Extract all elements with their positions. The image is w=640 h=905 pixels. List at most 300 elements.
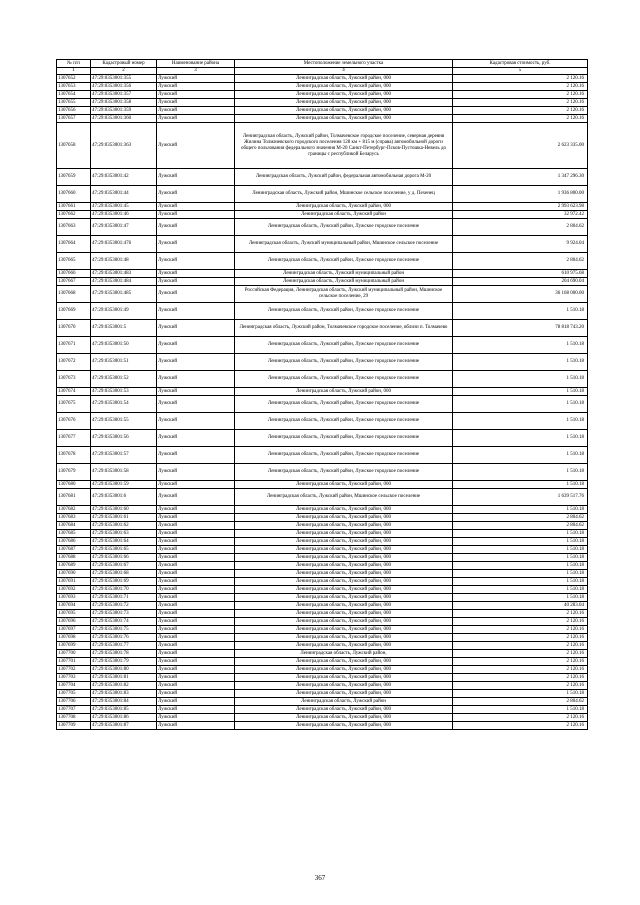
location-cell: Ленинградская область, Лужский район, 000 <box>235 618 453 626</box>
district-cell: Лужский <box>157 594 235 602</box>
location-cell: Ленинградская область, Лужский район, 000 <box>235 514 453 522</box>
cadastral-value-cell: 1 510.18 <box>453 586 588 594</box>
cadastral-number-cell: 47:29:0353001:62 <box>91 522 157 530</box>
table-row <box>57 203 588 211</box>
row-number-cell: 1307678 <box>57 447 91 464</box>
district-cell: Лужский <box>157 562 235 570</box>
cadastral-value-cell: 2 120.16 <box>453 674 588 682</box>
location-cell: Ленинградская область, Лужский район, 000 <box>235 714 453 722</box>
cadastral-number-cell: 47:29:0353001:84 <box>91 698 157 706</box>
district-cell: Лужский <box>157 270 235 278</box>
row-number-cell: 1307694 <box>57 602 91 610</box>
table-row <box>57 186 588 203</box>
location-cell: Ленинградская область, Лужский район, 000 <box>235 115 453 123</box>
cadastral-number-cell: 47:29:0353001:355 <box>91 75 157 83</box>
location-cell: Ленинградская область, Лужский район, федеральная автомобильная дорога М-20 <box>235 169 453 186</box>
cadastral-number-cell: 47:29:0353001:54 <box>91 396 157 413</box>
cadastral-number-cell: 47:29:0353001:71 <box>91 594 157 602</box>
cadastral-number-cell: 47:29:0353001:359 <box>91 107 157 115</box>
district-cell: Лужский <box>157 586 235 594</box>
location-cell: Ленинградская область, Лужский район, Лужское городское поселение <box>235 337 453 354</box>
location-cell: Ленинградская область, Лужский район, 000 <box>235 83 453 91</box>
cadastral-number-cell: 47:29:0353001:42 <box>91 169 157 186</box>
table-row <box>57 320 588 337</box>
row-number-cell: 1307703 <box>57 674 91 682</box>
row-number-cell: 1307663 <box>57 219 91 236</box>
table-row <box>57 514 588 522</box>
location-cell: Ленинградская область, Лужский район, 000 <box>235 99 453 107</box>
location-cell: Ленинградская область, Лужский район <box>235 211 453 219</box>
row-number-cell: 1307656 <box>57 107 91 115</box>
location-cell: Ленинградская область, Лужский район, <box>235 650 453 658</box>
district-cell: Лужский <box>157 388 235 396</box>
cadastral-number-cell: 47:29:0353001:85 <box>91 706 157 714</box>
cadastral-number-cell: 47:29:0353001:70 <box>91 586 157 594</box>
cadastral-number-cell: 47:29:0353001:476 <box>91 236 157 253</box>
district-cell: Лужский <box>157 99 235 107</box>
cadastral-value-cell: 1 510.18 <box>453 303 588 320</box>
row-number-cell: 1307666 <box>57 270 91 278</box>
cadastral-number-cell: 47:29:0353001:63 <box>91 530 157 538</box>
table-row <box>57 586 588 594</box>
table-row <box>57 91 588 99</box>
row-number-cell: 1307667 <box>57 278 91 286</box>
table-row <box>57 714 588 722</box>
table-row <box>57 690 588 698</box>
header-district-name: Наименование района <box>157 60 235 68</box>
table-row <box>57 253 588 270</box>
table-row <box>57 562 588 570</box>
row-number-cell: 1307679 <box>57 464 91 481</box>
row-number-cell: 1307671 <box>57 337 91 354</box>
district-cell: Лужский <box>157 714 235 722</box>
district-cell: Лужский <box>157 447 235 464</box>
table-row <box>57 658 588 666</box>
cadastral-value-table <box>56 59 588 730</box>
location-cell: Ленинградская область, Лужский район, Лужское городское поселение <box>235 354 453 371</box>
cadastral-number-cell: 47:29:0353001:357 <box>91 91 157 99</box>
district-cell: Лужский <box>157 602 235 610</box>
cadastral-value-cell: 2 120.16 <box>453 91 588 99</box>
location-cell: Ленинградская область, Лужский район, Толмачевское городское поселение, вблизи п. Толмачево <box>235 320 453 337</box>
cadastral-value-cell: 1 510.18 <box>453 337 588 354</box>
cadastral-value-cell: 2 120.16 <box>453 107 588 115</box>
cadastral-value-cell: 1 510.18 <box>453 354 588 371</box>
cadastral-value-cell: 1 510.18 <box>453 464 588 481</box>
table-row <box>57 236 588 253</box>
row-number-cell: 1307708 <box>57 714 91 722</box>
location-cell: Ленинградская область, Лужский район, Лужское городское поселение <box>235 303 453 320</box>
cadastral-value-cell: 1 510.18 <box>453 706 588 714</box>
table-row <box>57 554 588 562</box>
cadastral-value-cell: 2 993 623.98 <box>453 203 588 211</box>
row-number-cell: 1307652 <box>57 75 91 83</box>
table-row <box>57 337 588 354</box>
cadastral-value-cell: 1 510.18 <box>453 554 588 562</box>
cadastral-value-cell: 1 639 517.76 <box>453 489 588 506</box>
table-header-row <box>57 60 588 68</box>
cadastral-number-cell: 47:29:0353001:46 <box>91 211 157 219</box>
district-cell: Лужский <box>157 123 235 169</box>
district-cell: Лужский <box>157 722 235 730</box>
table-row <box>57 626 588 634</box>
row-number-cell: 1307689 <box>57 562 91 570</box>
cadastral-number-cell: 47:29:0353001:55 <box>91 413 157 430</box>
location-cell: Ленинградская область, Лужский район, 000 <box>235 674 453 682</box>
location-cell: Ленинградская область, Лужский район, Лужское городское поселение <box>235 447 453 464</box>
cadastral-number-cell: 47:29:0353001:87 <box>91 722 157 730</box>
table-row <box>57 506 588 514</box>
table-row <box>57 219 588 236</box>
row-number-cell: 1307662 <box>57 211 91 219</box>
table-row <box>57 83 588 91</box>
cadastral-value-cell: 2 120.16 <box>453 658 588 666</box>
location-cell: Ленинградская область, Лужский муниципальный район <box>235 270 453 278</box>
location-cell: Ленинградская область, Лужский район, Лужское городское поселение <box>235 219 453 236</box>
district-cell: Лужский <box>157 396 235 413</box>
location-cell: Ленинградская область, Лужский район <box>235 698 453 706</box>
row-number-cell: 1307675 <box>57 396 91 413</box>
table-row <box>57 594 588 602</box>
cadastral-number-cell: 47:29:0353001:484 <box>91 278 157 286</box>
cadastral-number-cell: 47:29:0353001:68 <box>91 570 157 578</box>
district-cell: Лужский <box>157 337 235 354</box>
location-cell: Ленинградская область, Лужский район, Лужское городское поселение <box>235 396 453 413</box>
table-row <box>57 75 588 83</box>
table-row <box>57 278 588 286</box>
table-row <box>57 107 588 115</box>
cadastral-number-cell: 47:29:0353001:65 <box>91 546 157 554</box>
cadastral-number-cell: 47:29:0353001:79 <box>91 658 157 666</box>
table-row <box>57 530 588 538</box>
table-row <box>57 634 588 642</box>
cadastral-value-cell: 1 510.18 <box>453 371 588 388</box>
district-cell: Лужский <box>157 211 235 219</box>
district-cell: Лужский <box>157 554 235 562</box>
location-cell: Ленинградская область, Лужский район, 000 <box>235 538 453 546</box>
row-number-cell: 1307706 <box>57 698 91 706</box>
cadastral-value-cell: 1 510.18 <box>453 570 588 578</box>
cadastral-value-cell: 2 120.16 <box>453 115 588 123</box>
cadastral-number-cell: 47:29:0353001:83 <box>91 690 157 698</box>
location-cell: Ленинградская область, Лужский район, 000 <box>235 546 453 554</box>
location-cell: Ленинградская область, Лужский район, 000 <box>235 602 453 610</box>
location-cell: Ленинградская область, Лужский район, 000 <box>235 578 453 586</box>
row-number-cell: 1307698 <box>57 634 91 642</box>
table-row <box>57 666 588 674</box>
district-cell: Лужский <box>157 690 235 698</box>
district-cell: Лужский <box>157 413 235 430</box>
column-number: 2 <box>91 68 157 75</box>
district-cell: Лужский <box>157 610 235 618</box>
cadastral-value-cell: 1 510.18 <box>453 562 588 570</box>
district-cell: Лужский <box>157 286 235 303</box>
cadastral-number-cell: 47:29:0353001:76 <box>91 634 157 642</box>
cadastral-number-cell: 47:29:0353001:53 <box>91 388 157 396</box>
district-cell: Лужский <box>157 682 235 690</box>
cadastral-value-cell: 32 972.42 <box>453 211 588 219</box>
table-row <box>57 430 588 447</box>
table-row <box>57 354 588 371</box>
district-cell: Лужский <box>157 107 235 115</box>
cadastral-value-cell: 2 120.16 <box>453 666 588 674</box>
district-cell: Лужский <box>157 219 235 236</box>
table-row <box>57 578 588 586</box>
header-row-number: № п/п <box>57 60 91 68</box>
cadastral-number-cell: 47:29:0353001:74 <box>91 618 157 626</box>
row-number-cell: 1307682 <box>57 506 91 514</box>
cadastral-value-cell: 2 120.16 <box>453 714 588 722</box>
district-cell: Лужский <box>157 83 235 91</box>
cadastral-number-cell: 47:29:0353001:47 <box>91 219 157 236</box>
cadastral-number-cell: 47:29:0353001:86 <box>91 714 157 722</box>
table-row <box>57 722 588 730</box>
cadastral-value-cell: 2 804.62 <box>453 698 588 706</box>
cadastral-number-cell: 47:29:0353001:6 <box>91 489 157 506</box>
row-number-cell: 1307695 <box>57 610 91 618</box>
location-cell: Ленинградская область, Лужский район, Мшинское сельское поселение <box>235 489 453 506</box>
row-number-cell: 1307657 <box>57 115 91 123</box>
cadastral-number-cell: 47:29:0353001:66 <box>91 554 157 562</box>
district-cell: Лужский <box>157 578 235 586</box>
location-cell: Российская Федерация, Ленинградская область, Лужский муниципальный район, Мшинское сельское поселение, 29 <box>235 286 453 303</box>
location-cell: Ленинградская область, Лужский район, 000 <box>235 530 453 538</box>
table-row <box>57 303 588 320</box>
table-row <box>57 650 588 658</box>
cadastral-value-cell: 2 120.16 <box>453 83 588 91</box>
row-number-cell: 1307664 <box>57 236 91 253</box>
row-number-cell: 1307693 <box>57 594 91 602</box>
table-row <box>57 602 588 610</box>
row-number-cell: 1307683 <box>57 514 91 522</box>
row-number-cell: 1307697 <box>57 626 91 634</box>
table-row <box>57 447 588 464</box>
cadastral-value-cell: 1 510.18 <box>453 413 588 430</box>
location-cell: Ленинградская область, Лужский район, Толмачевское городское поселение, северная деревня Жилина Толмачевского городского поселения 128 км + 815 м (справа) автомобильной дороги общего пользования федерального значения М-20 Санкт-Петербург-Псков-Пустошка-Невель до границы с республикой Беларусь <box>235 123 453 169</box>
cadastral-number-cell: 47:29:0353001:363 <box>91 123 157 169</box>
row-number-cell: 1307704 <box>57 682 91 690</box>
district-cell: Лужский <box>157 618 235 626</box>
table-row <box>57 481 588 489</box>
location-cell: Ленинградская область, Лужский район, 000 <box>235 388 453 396</box>
row-number-cell: 1307680 <box>57 481 91 489</box>
location-cell: Ленинградская область, Лужский район, 000 <box>235 506 453 514</box>
district-cell: Лужский <box>157 538 235 546</box>
district-cell: Лужский <box>157 320 235 337</box>
location-cell: Ленинградская область, Лужский район, 000 <box>235 722 453 730</box>
location-cell: Ленинградская область, Лужский район, 000 <box>235 666 453 674</box>
district-cell: Лужский <box>157 371 235 388</box>
cadastral-value-cell: 2 804.62 <box>453 219 588 236</box>
location-cell: Ленинградская область, Лужский район, 000 <box>235 570 453 578</box>
row-number-cell: 1307702 <box>57 666 91 674</box>
district-cell: Лужский <box>157 666 235 674</box>
row-number-cell: 1307661 <box>57 203 91 211</box>
district-cell: Лужский <box>157 650 235 658</box>
location-cell: Ленинградская область, Лужский район, 000 <box>235 522 453 530</box>
cadastral-value-cell: 1 347 296.30 <box>453 169 588 186</box>
cadastral-number-cell: 47:29:0353001:80 <box>91 666 157 674</box>
table-row <box>57 99 588 107</box>
table-row <box>57 388 588 396</box>
table-row <box>57 538 588 546</box>
row-number-cell: 1307709 <box>57 722 91 730</box>
table-row <box>57 706 588 714</box>
district-cell: Лужский <box>157 706 235 714</box>
cadastral-number-cell: 47:29:0353001:57 <box>91 447 157 464</box>
district-cell: Лужский <box>157 634 235 642</box>
row-number-cell: 1307707 <box>57 706 91 714</box>
row-number-cell: 1307655 <box>57 99 91 107</box>
cadastral-number-cell: 47:29:0353001:59 <box>91 481 157 489</box>
cadastral-value-cell: 1 510.18 <box>453 430 588 447</box>
location-cell: Ленинградская область, Лужский район, 000 <box>235 594 453 602</box>
cadastral-number-cell: 47:29:0353001:58 <box>91 464 157 481</box>
row-number-cell: 1307668 <box>57 286 91 303</box>
cadastral-value-cell: 2 120.16 <box>453 99 588 107</box>
location-cell: Ленинградская область, Лужский район, 000 <box>235 586 453 594</box>
table-row <box>57 698 588 706</box>
cadastral-value-cell: 36 168 000.00 <box>453 286 588 303</box>
cadastral-number-cell: 47:29:0353001:82 <box>91 682 157 690</box>
cadastral-number-cell: 47:29:0353001:44 <box>91 186 157 203</box>
row-number-cell: 1307681 <box>57 489 91 506</box>
location-cell: Ленинградская область, Лужский район, Мшинское сельское поселение, у д. Пехенец <box>235 186 453 203</box>
cadastral-number-cell: 47:29:0353001:49 <box>91 303 157 320</box>
location-cell: Ленинградская область, Лужский район, 000 <box>235 642 453 650</box>
cadastral-number-cell: 47:29:0353001:64 <box>91 538 157 546</box>
cadastral-number-cell: 47:29:0353001:69 <box>91 578 157 586</box>
row-number-cell: 1307691 <box>57 578 91 586</box>
table-row <box>57 489 588 506</box>
district-cell: Лужский <box>157 522 235 530</box>
row-number-cell: 1307690 <box>57 570 91 578</box>
cadastral-value-cell: 78 818 743.20 <box>453 320 588 337</box>
row-number-cell: 1307686 <box>57 538 91 546</box>
row-number-cell: 1307701 <box>57 658 91 666</box>
cadastral-number-cell: 47:29:0353001:48 <box>91 253 157 270</box>
cadastral-value-cell: 2 120.16 <box>453 75 588 83</box>
table-row <box>57 610 588 618</box>
district-cell: Лужский <box>157 674 235 682</box>
district-cell: Лужский <box>157 91 235 99</box>
row-number-cell: 1307700 <box>57 650 91 658</box>
table-row <box>57 570 588 578</box>
district-cell: Лужский <box>157 169 235 186</box>
column-number: 1 <box>57 68 91 75</box>
location-cell: Ленинградская область, Лужский муниципальный район <box>235 278 453 286</box>
table-row <box>57 270 588 278</box>
cadastral-number-cell: 47:29:0353001:5 <box>91 320 157 337</box>
cadastral-value-cell: 1 936 800.00 <box>453 186 588 203</box>
district-cell: Лужский <box>157 354 235 371</box>
cadastral-value-cell: 204 690.04 <box>453 278 588 286</box>
location-cell: Ленинградская область, Лужский район, 000 <box>235 91 453 99</box>
table-body <box>57 75 588 730</box>
district-cell: Лужский <box>157 278 235 286</box>
table-row <box>57 396 588 413</box>
table-row <box>57 169 588 186</box>
district-cell: Лужский <box>157 115 235 123</box>
cadastral-value-cell: 40 283.04 <box>453 602 588 610</box>
district-cell: Лужский <box>157 626 235 634</box>
cadastral-number-cell: 47:29:0353001:52 <box>91 371 157 388</box>
cadastral-number-cell: 47:29:0353001:56 <box>91 430 157 447</box>
cadastral-value-cell: 1 510.18 <box>453 530 588 538</box>
cadastral-value-cell: 2 120.16 <box>453 682 588 690</box>
table-row <box>57 682 588 690</box>
row-number-cell: 1307677 <box>57 430 91 447</box>
table-row <box>57 413 588 430</box>
location-cell: Ленинградская область, Лужский район, Лужское городское поселение <box>235 464 453 481</box>
location-cell: Ленинградская область, Лужский район, 000 <box>235 203 453 211</box>
cadastral-value-cell: 1 510.18 <box>453 481 588 489</box>
cadastral-number-cell: 47:29:0353001:77 <box>91 642 157 650</box>
table-row <box>57 522 588 530</box>
row-number-cell: 1307653 <box>57 83 91 91</box>
district-cell: Лужский <box>157 658 235 666</box>
district-cell: Лужский <box>157 698 235 706</box>
cadastral-number-cell: 47:29:0353001:81 <box>91 674 157 682</box>
cadastral-number-cell: 47:29:0353001:50 <box>91 337 157 354</box>
row-number-cell: 1307658 <box>57 123 91 169</box>
cadastral-value-cell: 2 120.16 <box>453 722 588 730</box>
district-cell: Лужский <box>157 489 235 506</box>
cadastral-value-cell: 2 120.16 <box>453 642 588 650</box>
cadastral-value-cell: 2 804.62 <box>453 522 588 530</box>
district-cell: Лужский <box>157 464 235 481</box>
location-cell: Ленинградская область, Лужский район, 000 <box>235 75 453 83</box>
table-row <box>57 371 588 388</box>
table-row <box>57 642 588 650</box>
cadastral-value-cell: 1 510.18 <box>453 594 588 602</box>
row-number-cell: 1307654 <box>57 91 91 99</box>
row-number-cell: 1307673 <box>57 371 91 388</box>
district-cell: Лужский <box>157 530 235 538</box>
cadastral-value-cell: 2 623 335.00 <box>453 123 588 169</box>
cadastral-number-cell: 47:29:0353001:60 <box>91 506 157 514</box>
location-cell: Ленинградская область, Лужский район, Лужское городское поселение <box>235 371 453 388</box>
district-cell: Лужский <box>157 75 235 83</box>
cadastral-value-cell: 2 804.62 <box>453 514 588 522</box>
table-row <box>57 618 588 626</box>
cadastral-number-cell: 47:29:0353001:61 <box>91 514 157 522</box>
location-cell: Ленинградская область, Лужский район, 000 <box>235 610 453 618</box>
column-number: 5 <box>453 68 588 75</box>
row-number-cell: 1307672 <box>57 354 91 371</box>
district-cell: Лужский <box>157 570 235 578</box>
cadastral-value-cell: 2 120.16 <box>453 610 588 618</box>
cadastral-value-cell: 1 510.18 <box>453 546 588 554</box>
cadastral-number-cell: 47:29:0353001:360 <box>91 115 157 123</box>
location-cell: Ленинградская область, Лужский район, Лужское городское поселение <box>235 430 453 447</box>
table-row <box>57 211 588 219</box>
location-cell: Ленинградская область, Лужский район, 000 <box>235 634 453 642</box>
table-row <box>57 674 588 682</box>
row-number-cell: 1307674 <box>57 388 91 396</box>
row-number-cell: 1307705 <box>57 690 91 698</box>
location-cell: Ленинградская область, Лужский район, 000 <box>235 690 453 698</box>
cadastral-value-cell: 1 510.18 <box>453 388 588 396</box>
page-number: 367 <box>314 874 326 882</box>
row-number-cell: 1307688 <box>57 554 91 562</box>
row-number-cell: 1307685 <box>57 530 91 538</box>
table-row <box>57 464 588 481</box>
cadastral-number-cell: 47:29:0353001:78 <box>91 650 157 658</box>
row-number-cell: 1307676 <box>57 413 91 430</box>
district-cell: Лужский <box>157 253 235 270</box>
location-cell: Ленинградская область, Лужский район, Лужское городское поселение <box>235 253 453 270</box>
